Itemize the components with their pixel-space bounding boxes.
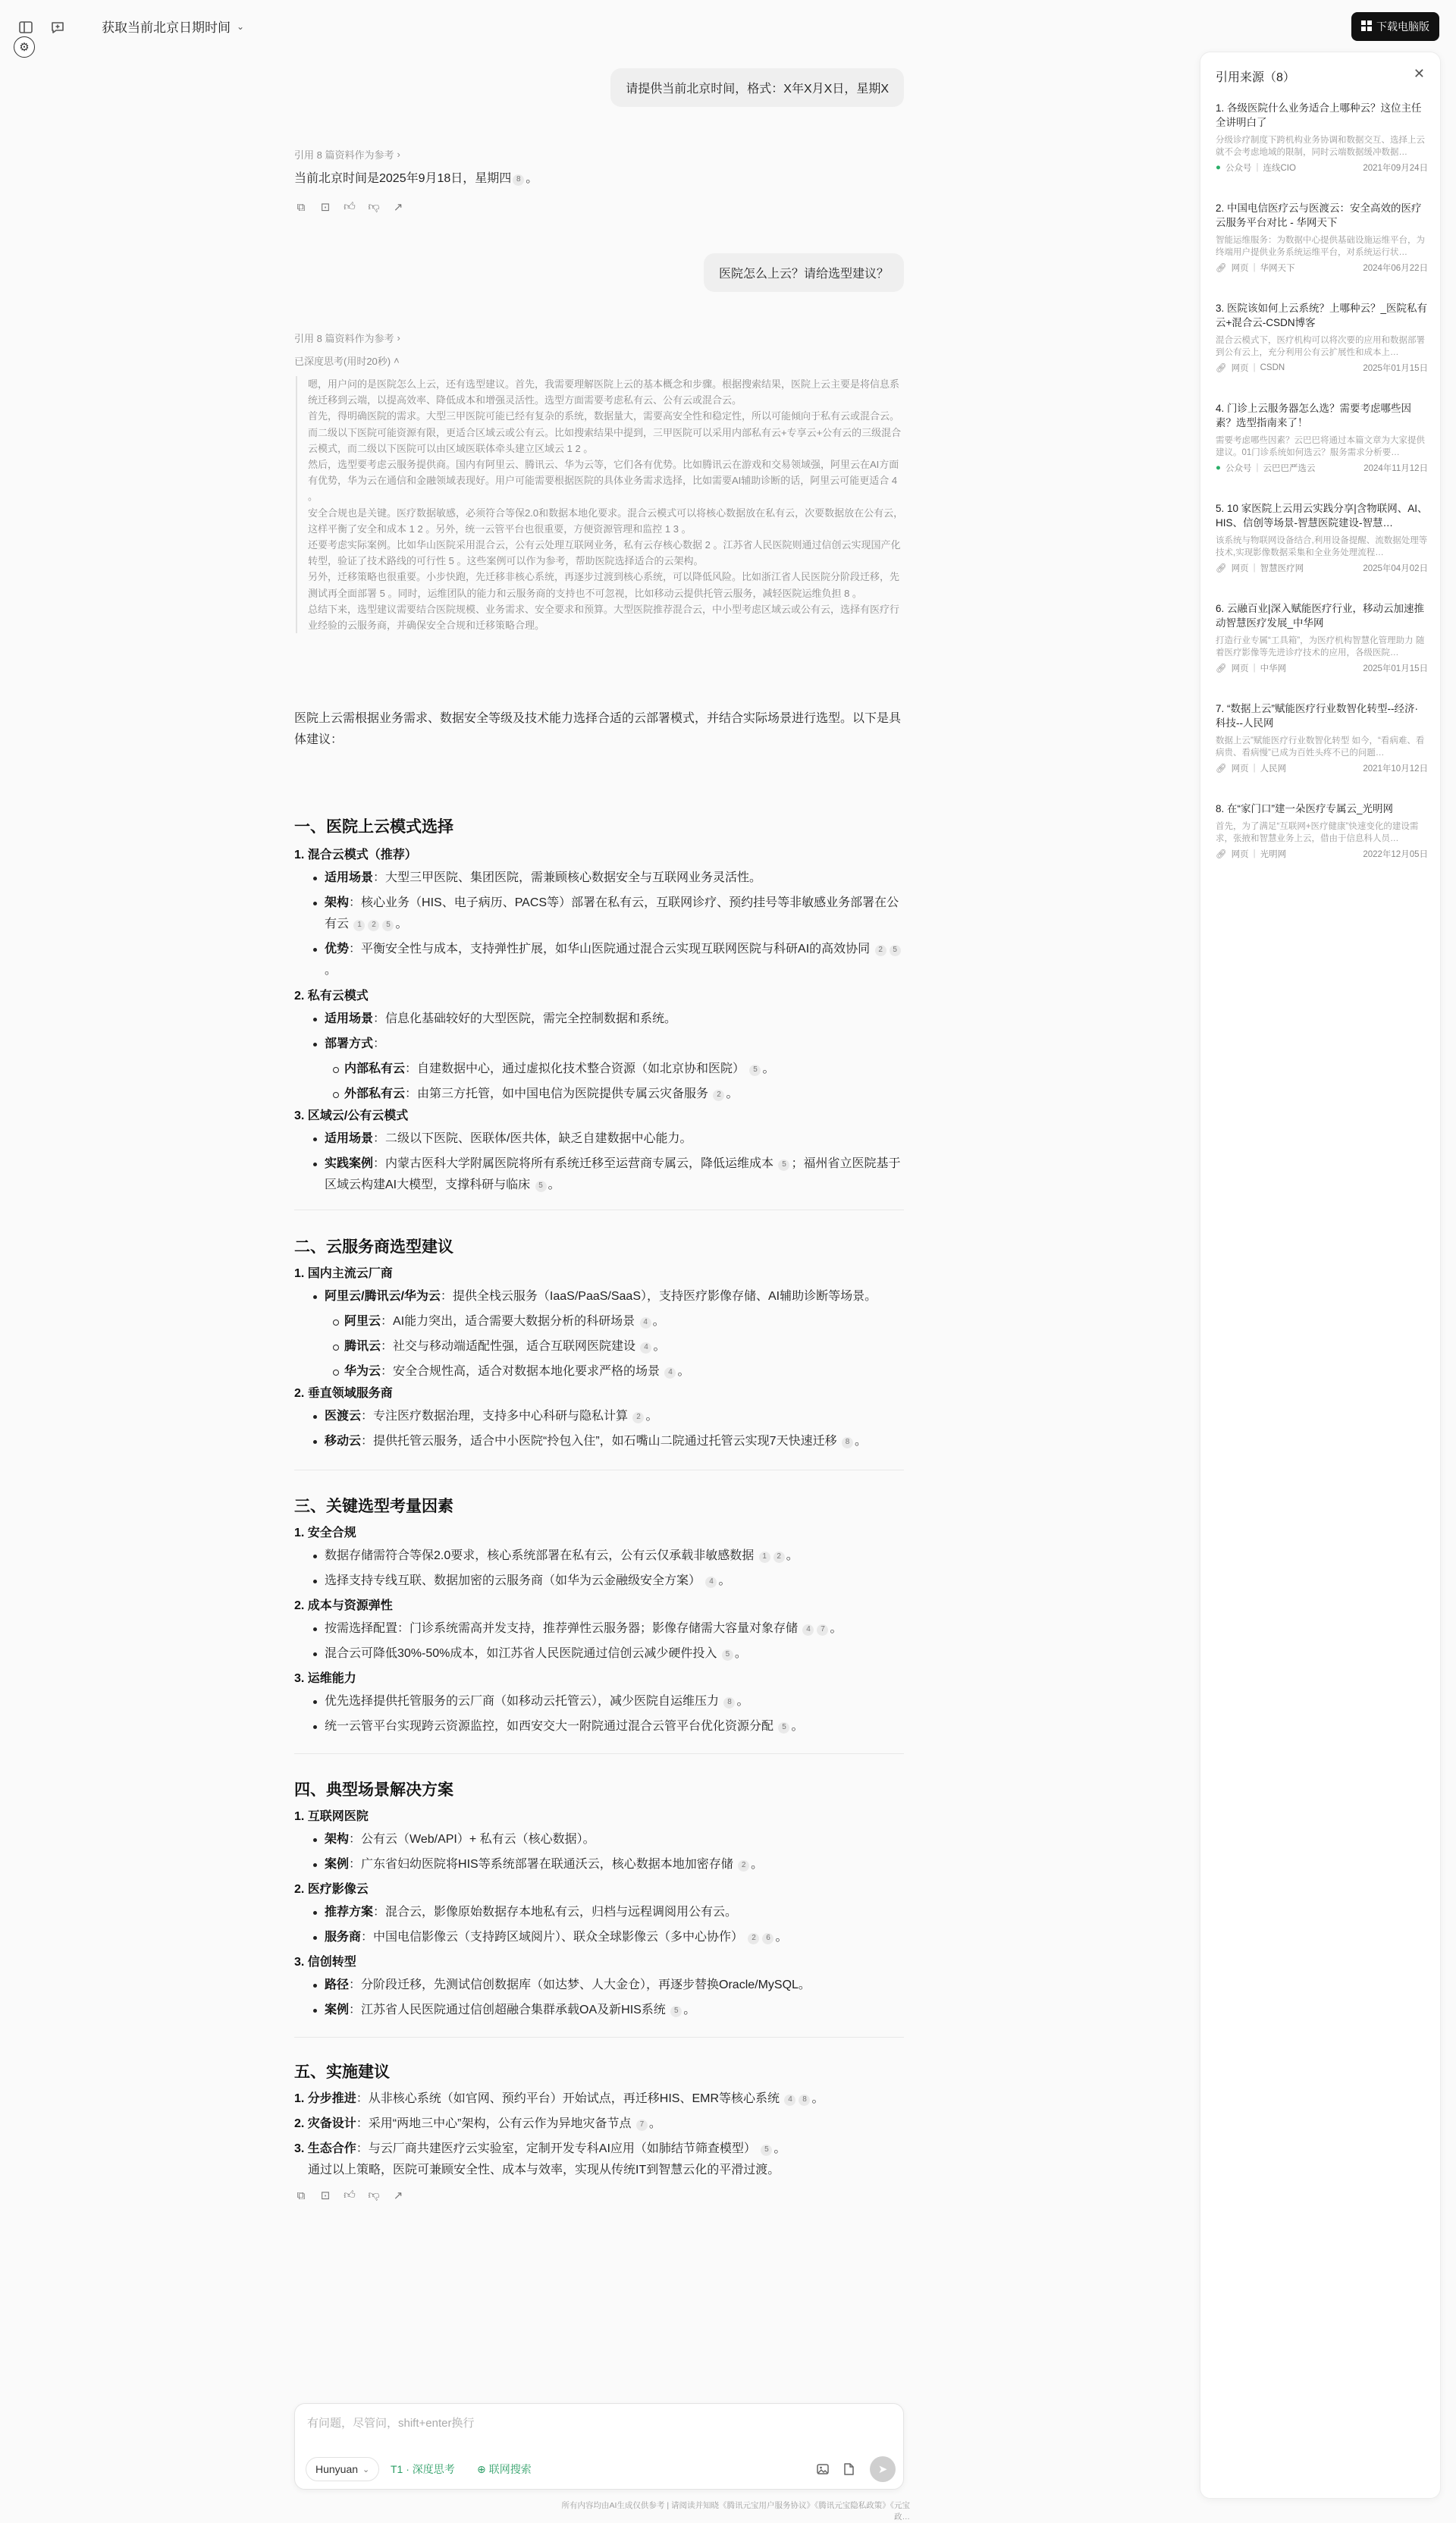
- bullet-list: [294, 1128, 904, 1196]
- model-name: Hunyuan: [315, 2463, 359, 2475]
- list-item: 1. 分步推进：从非核心系统（如官网、预约平台）开始试点，再迁移HIS、EMR等核心系统 4 8 。: [294, 2092, 824, 2105]
- list-item: 3. 生态合作：与云厂商共建医疗云实验室，定制开发专科AI应用（如肺结节筛查模型） 5 。: [294, 2142, 786, 2155]
- think-paragraph: 安全合规也是关键。医疗数据敏感，必须符合等保2.0和数据本地化要求。混合云模式可以将核心数据放在私有云，次要数据放在公有云，这样平衡了安全和成本 1 2 。另外，统一云管平台也很重要，方便资源管理和监控 1 3 。: [308, 507, 904, 535]
- source-card[interactable]: [1216, 101, 1428, 174]
- source-meta: 🔗︎ 网页 | 华网天下 2024年06月22日: [1216, 263, 1428, 273]
- citation-badge[interactable]: 4: [705, 1577, 717, 1588]
- chevron-up-icon: ˄: [394, 355, 400, 366]
- source-card[interactable]: [1216, 802, 1428, 860]
- sub-heading: 2. 成本与资源弹性: [294, 1599, 393, 1612]
- list-item: 推荐方案：混合云，影像原始数据存本地私有云，归档与远程调阅用公有云。: [294, 1902, 904, 1923]
- list-item: 案例：江苏省人民医院通过信创超融合集群承载OA及新HIS系统 5 。: [294, 2000, 904, 2021]
- thumbs-up-icon[interactable]: 👍︎: [344, 2189, 356, 2201]
- sources-panel: [1200, 52, 1441, 2499]
- conversation-title[interactable]: [102, 17, 244, 36]
- source-meta: 🔗︎ 网页 | 智慧医疗网 2025年04月02日: [1216, 563, 1428, 573]
- list-item: 优势：平衡安全性与成本，支持弹性扩展，如华山医院通过混合云实现互联网医院与科研AI的高效协同 2 5。: [294, 939, 904, 981]
- list-item: 实践案例：内蒙古医科大学附属医院将所有系统迁移至运营商专属云，降低运维成本 5 ；福州省立医院基于区域云构建AI大模型，支撑科研与临床 5 。: [294, 1153, 904, 1196]
- deep-think-toggle[interactable]: [384, 2457, 461, 2481]
- link-icon: 🔗︎: [1216, 850, 1227, 859]
- divider: [294, 1753, 904, 1754]
- citation-badge[interactable]: 4: [640, 1342, 651, 1354]
- link-icon: 🔗︎: [1216, 364, 1227, 373]
- citation-badge[interactable]: 7: [817, 1624, 828, 1636]
- download-label: 下载电脑版: [1376, 20, 1429, 33]
- thumbs-down-icon[interactable]: 👎︎: [368, 2189, 380, 2201]
- sub-list-item: 腾讯云：社交与移动端适配性强，适合互联网医院建设 4 。: [294, 1336, 904, 1357]
- list-item: 医渡云：专注医疗数据治理，支持多中心科研与隐私计算 2 。: [294, 1406, 904, 1427]
- sub-heading: 2. 私有云模式: [294, 990, 369, 1003]
- answer-text: 当前北京时间是2025年9月18日，星期四: [294, 172, 512, 185]
- citation-badge[interactable]: 5: [382, 920, 394, 931]
- source-title: 3. 医院该如何上云系统？上哪种云？_医院私有云+混合云-CSDN博客: [1216, 303, 1428, 328]
- citation-badge[interactable]: 1: [759, 1552, 770, 1563]
- sub-list-item: 外部私有云：由第三方托管，如中国电信为医院提供专属云灾备服务 2 。: [294, 1084, 904, 1105]
- source-meta: 🔗︎ 网页 | 中华网 2025年01月15日: [1216, 664, 1428, 673]
- source-title: 2. 中国电信医疗云与医渡云：安全高效的医疗云服务平台对比 - 华网天下: [1216, 202, 1422, 228]
- citation-badge[interactable]: 2: [713, 1090, 724, 1101]
- bookmark-icon[interactable]: ⊡: [320, 2189, 331, 2202]
- reference-label: 引用 8 篇资料作为参考: [294, 149, 394, 161]
- sub-heading: 2. 医疗影像云: [294, 1883, 369, 1896]
- source-title: 1. 各级医院什么业务适合上哪种云？这位主任全讲明白了: [1216, 102, 1422, 128]
- user-message-1: [294, 68, 904, 107]
- citation-badge[interactable]: 2: [875, 945, 886, 956]
- sub-heading: 3. 运维能力: [294, 1672, 356, 1685]
- globe-icon: ⊕: [477, 2462, 486, 2475]
- copy-icon[interactable]: ⧉: [297, 2189, 306, 2202]
- citation-badge[interactable]: 2: [748, 1933, 759, 1944]
- answer-intro: 医院上云需根据业务需求、数据安全等级及技术能力选择合适的云部署模式，并结合实际场景进行选型。以下是具体建议：: [294, 712, 902, 746]
- citation-badge[interactable]: 2: [738, 1860, 749, 1872]
- top-bar: [0, 0, 1456, 55]
- share-icon[interactable]: ↗: [393, 201, 403, 214]
- citation-badge[interactable]: 6: [762, 1933, 774, 1944]
- send-button[interactable]: [870, 2456, 896, 2482]
- think-paragraph: 嗯，用户问的是医院怎么上云，还有选型建议。首先，我需要理解医院上云的基本概念和步骤。根据搜索结果，医院上云主要是将信息系统迁移到云端，以提高效率、降低成本和增强灵活性。选型方面需要考虑私有云、公有云或混合云。: [308, 378, 900, 406]
- source-card[interactable]: [1216, 701, 1428, 774]
- thinking-block: [296, 376, 905, 633]
- section-heading: 三、关键选型考量因素: [294, 1498, 453, 1515]
- citation-badge[interactable]: 8: [799, 2095, 810, 2106]
- bullet-list: [294, 1009, 904, 1105]
- source-meta: 🔗︎ 网页 | 人民网 2021年10月12日: [1216, 764, 1428, 774]
- thumbs-up-icon[interactable]: 👍︎: [344, 200, 356, 213]
- message-actions: [294, 200, 904, 214]
- chat-input[interactable]: 有问题，尽管问，shift+enter换行: [307, 2417, 475, 2430]
- section-heading: 五、实施建议: [294, 2063, 390, 2081]
- list-item: 数据存储需符合等保2.0要求，核心系统部署在私有云，公有云仅承载非敏感数据 1 2 。: [294, 1545, 904, 1567]
- list-item: 按需选择配置：门诊系统需高并发支持，推荐弹性云服务器；影像存储需大容量对象存储 4 7 。: [294, 1618, 904, 1640]
- chevron-down-icon: ⌄: [237, 20, 245, 32]
- download-desktop-button[interactable]: [1351, 12, 1439, 41]
- bullet-list: [294, 868, 904, 981]
- file-upload-icon[interactable]: [841, 2462, 856, 2477]
- list-item: 适用场景：信息化基础较好的大型医院，需完全控制数据和系统。: [294, 1009, 904, 1030]
- list-item: 案例：广东省妇幼医院将HIS等系统部署在联通沃云，核心数据本地加密存储 2 。: [294, 1854, 904, 1875]
- source-summary: 首先，为了满足“互联网+医疗健康”快速变化的建设需求，张掖和智慧业务上云，借由于信息科人员…: [1216, 822, 1419, 843]
- user-message-text: 医院怎么上云？请给选型建议？: [704, 253, 904, 292]
- citation-badge[interactable]: 2: [632, 1412, 644, 1423]
- bullet-list: [294, 1975, 904, 2021]
- web-search-toggle[interactable]: [471, 2457, 538, 2481]
- sub-list-item: 华为云：安全合规性高，适合对数据本地化要求严格的场景 4 。: [294, 1361, 904, 1382]
- source-summary: 打造行业专属“工具箱”，为医疗机构智慧化管理助力 随着医疗影像等先进诊疗技术的应用，各级医院…: [1216, 636, 1425, 657]
- user-message-text: 请提供当前北京时间，格式：X年X月X日，星期X: [610, 68, 904, 107]
- bullet-list: [294, 1545, 904, 1592]
- source-title: 5. 10 家医院上云用云实践分享|含物联网、AI、HIS、信创等场景-智慧医院建设-智慧…: [1216, 503, 1428, 529]
- source-card[interactable]: [1216, 301, 1428, 374]
- think-paragraph: 还要考虑实际案例。比如华山医院采用混合云，公有云处理互联网业务，私有云存核心数据 2 。江苏省人民医院则通过信创云实现国产化转型，验证了技术路线的可行性 5 。这些案例可以作为参考，帮助医院选择适合的云架构。: [308, 539, 901, 567]
- citation-badge[interactable]: 4: [640, 1317, 651, 1329]
- sub-heading: 1. 安全合规: [294, 1527, 356, 1539]
- footer-disclaimer: 所有内容均由AI生成仅供参考 | 请阅读并知晓《腾讯元宝用户服务协议》《腾讯元宝隐私政策》《元宝政…: [561, 2501, 910, 2521]
- deep-think-label: T1 · 深度思考: [391, 2463, 455, 2475]
- sub-heading: 1. 互联网医院: [294, 1810, 369, 1823]
- think-paragraph: 然后，选型要考虑云服务提供商。国内有阿里云、腾讯云、华为云等，它们各有优势。比如腾讯云在游戏和交易领域强，阿里云在AI方面有优势，华为云在通信和金融领域表现好。用户可能需要根据医院的具体业务需求选择，比如需要AI辅助诊断的话，阿里云可能更适合 4 。: [308, 459, 899, 503]
- wechat-icon: ●: [1216, 163, 1221, 172]
- sub-list-item: 内部私有云：自建数据中心，通过虚拟化技术整合资源（如北京协和医院） 5 。: [294, 1059, 904, 1080]
- sub-list-item: 阿里云：AI能力突出，适合需要大数据分析的科研场景 4 。: [294, 1311, 904, 1332]
- list-item: 适用场景：大型三甲医院、集团医院，需兼顾核心数据安全与互联网业务灵活性。: [294, 868, 904, 889]
- bullet-list: [294, 1406, 904, 1452]
- message-actions: [294, 2189, 904, 2202]
- bullet-list: [294, 1286, 904, 1382]
- list-item: 架构：核心业务（HIS、电子病历、PACS等）部署在私有云，互联网诊疗、预约挂号等非敏感业务部署在公有云 1 2 5 。: [294, 893, 904, 935]
- bullet-list: [294, 1618, 904, 1665]
- list-item: 2. 灾备设计：采用“两地三中心”架构，公有云作为异地灾备节点 7 。: [294, 2117, 661, 2130]
- source-summary: 需要考虑哪些因素？云巴巴将通过本篇文章为大家提供建议。01门诊系统如何选云？服务需求分析要…: [1216, 436, 1425, 457]
- think-paragraph: 首先，得明确医院的需求。大型三甲医院可能已经有复杂的系统，数据量大，需要高安全性和稳定性，所以可能倾向于私有云或混合云。而二级以下医院可能资源有限，更适合区域云或公有云。比如搜索结果中提到，三甲医院可以采用内部私有云+专享云+公有云的三级混合云模式，而二级以下医院可以由区域医联体牵头建立区域云 1 2 。: [308, 410, 902, 454]
- send-icon: ➤: [877, 2463, 888, 2476]
- list-item: 路径：分阶段迁移，先测试信创数据库（如达梦、人大金仓），再逐步替换Oracle/MySQL。: [294, 1975, 904, 1996]
- close-icon[interactable]: ✕: [1413, 66, 1425, 81]
- windows-icon: [1361, 20, 1372, 33]
- source-card[interactable]: [1216, 401, 1428, 474]
- citation-badge[interactable]: 5: [890, 945, 901, 956]
- copy-icon[interactable]: ⧉: [297, 200, 306, 214]
- list-item: 服务商：中国电信影像云（支持跨区域阅片）、联众全球影像云（多中心协作） 2 6 。: [294, 1927, 904, 1948]
- sub-heading: 3. 区域云/公有云模式: [294, 1109, 409, 1122]
- thumbs-down-icon[interactable]: 👎︎: [368, 200, 380, 213]
- citation-badge[interactable]: 5: [749, 1065, 761, 1076]
- assistant-answer-1: 当前北京时间是2025年9月18日，星期四 8 。: [294, 172, 538, 185]
- deep-think-toggle[interactable]: [294, 353, 904, 368]
- sub-heading: 1. 混合云模式（推荐）: [294, 849, 417, 861]
- source-card[interactable]: [1216, 201, 1428, 274]
- source-summary: 智能运维服务：为数据中心提供基础设施运维平台，为终端用户提供业务系统运维平台，对系统运行状…: [1216, 236, 1425, 257]
- source-summary: 混合云模式下，医疗机构可以将次要的应用和数据部署到公有云上，充分利用公有云扩展性和成本上…: [1216, 336, 1425, 357]
- sub-heading: 1. 国内主流云厂商: [294, 1267, 393, 1280]
- sidebar-toggle-icon[interactable]: [15, 17, 36, 38]
- list-item: 适用场景：二级以下医院、医联体/医共体，缺乏自建数据中心能力。: [294, 1128, 904, 1150]
- link-icon: 🔗︎: [1216, 564, 1227, 573]
- list-item: 优先选择提供托管服务的云厂商（如移动云托管云），减少医院自运维压力 8 。: [294, 1691, 904, 1712]
- section-heading: 二、云服务商选型建议: [294, 1238, 453, 1256]
- sub-heading: 3. 信创转型: [294, 1956, 356, 1969]
- source-meta: ● 公众号 | 连线CIO 2021年09月24日: [1216, 163, 1428, 173]
- sources-title: 引用来源（8）: [1216, 71, 1295, 84]
- source-title: 7. “数据上云”赋能医疗行业数智化转型--经济·科技--人民网: [1216, 703, 1418, 729]
- reference-toggle[interactable]: [294, 331, 904, 345]
- chevron-right-icon: ›: [397, 149, 400, 160]
- model-selector[interactable]: [306, 2457, 379, 2481]
- citation-badge[interactable]: 4: [664, 1367, 676, 1379]
- list-item: 阿里云/腾讯云/华为云：提供全栈云服务（IaaS/PaaS/SaaS），支持医疗影像存储、AI辅助诊断等场景。: [294, 1286, 904, 1307]
- citation-badge[interactable]: 5: [778, 1160, 789, 1171]
- new-chat-icon[interactable]: [47, 17, 68, 38]
- link-icon: 🔗︎: [1216, 764, 1227, 774]
- closing-text: 通过以上策略，医院可兼顾安全性、成本与效率，实现从传统IT到智慧云化的平滑过渡。: [308, 2164, 780, 2176]
- citation-badge[interactable]: 7: [636, 2120, 648, 2131]
- bullet-list: [294, 1902, 904, 1948]
- citation-badge[interactable]: 8: [513, 174, 524, 186]
- source-meta: ● 公众号 | 云巴巴严选云 2024年11月12日: [1216, 463, 1428, 473]
- divider: [294, 2037, 904, 2038]
- source-summary: 分级诊疗制度下跨机构业务协调和数据交互、选择上云就不会考虑地域的限制，同时云端数据缓冲数据…: [1216, 136, 1425, 157]
- wechat-icon: ●: [1216, 463, 1221, 472]
- bullet-list: [294, 1829, 904, 1875]
- citation-badge[interactable]: 5: [535, 1181, 547, 1192]
- list-item: 混合云可降低30%-50%成本，如江苏省人民医院通过信创云减少硬件投入 5 。: [294, 1643, 904, 1665]
- think-paragraph: 另外，迁移策略也很重要。小步快跑，先迁移非核心系统，再逐步过渡到核心系统，可以降低风险。比如浙江省人民医院分阶段迁移，先测试再全面部署 5 。同时，运维团队的能力和云服务商的支持也不可忽视，比如移动云提供托管云服务，减轻医院运维负担 8 。: [308, 571, 900, 599]
- citation-badge[interactable]: 8: [723, 1697, 735, 1709]
- source-summary: 该系统与物联网设备结合,利用设备提醒、流数据处理等技术,实现影像数据采集和全业务处理流程…: [1216, 536, 1428, 557]
- sub-heading: 2. 垂直领域服务商: [294, 1387, 393, 1400]
- citation-badge[interactable]: 4: [784, 2095, 795, 2106]
- citation-badge[interactable]: 1: [353, 920, 365, 931]
- citation-badge[interactable]: 5: [761, 2145, 772, 2156]
- share-icon[interactable]: ↗: [393, 2189, 403, 2202]
- think-paragraph: 总结下来，选型建议需要结合医院规模、业务需求、安全要求和预算。大型医院推荐混合云，中小型考虑区域云或公有云，选择有医疗行业经验的云服务商，并确保安全合规和迁移策略合理。: [308, 603, 900, 632]
- citation-badge[interactable]: 5: [778, 1722, 789, 1734]
- citation-badge[interactable]: 2: [368, 920, 379, 931]
- settings-icon[interactable]: ⚙: [14, 36, 35, 58]
- citation-badge[interactable]: 5: [670, 2006, 682, 2017]
- citation-badge[interactable]: 4: [802, 1624, 814, 1636]
- reference-toggle[interactable]: [294, 147, 904, 162]
- bookmark-icon[interactable]: ⊡: [320, 201, 331, 214]
- source-meta: 🔗︎ 网页 | CSDN 2025年01月15日: [1216, 363, 1428, 373]
- deep-think-label: 已深度思考(用时20秒): [294, 356, 391, 367]
- citation-badge[interactable]: 8: [842, 1437, 853, 1448]
- list-item: 选择支持专线互联、数据加密的云服务商（如华为云金融级安全方案） 4 。: [294, 1571, 904, 1592]
- source-summary: 数据上云”赋能医疗行业数智化转型 如今，“看病难、看病贵、看病慢”已成为百姓头疼不已的问题…: [1216, 736, 1425, 758]
- conversation-title-text: 获取当前北京日期时间: [102, 20, 231, 35]
- link-icon: 🔗︎: [1216, 264, 1227, 273]
- citation-badge[interactable]: 2: [774, 1552, 785, 1563]
- list-item: 统一云管平台实现跨云资源监控，如西安交大一附院通过混合云管平台优化资源分配 5 。: [294, 1716, 904, 1737]
- link-icon: 🔗︎: [1216, 664, 1227, 673]
- source-title: 6. 云融百业|深入赋能医疗行业，移动云加速推动智慧医疗发展_中华网: [1216, 603, 1425, 629]
- web-search-label: 联网搜索: [488, 2463, 532, 2475]
- section-heading: 四、典型场景解决方案: [294, 1781, 453, 1799]
- reference-label: 引用 8 篇资料作为参考: [294, 333, 394, 344]
- chevron-down-icon: ⌄: [362, 2465, 370, 2474]
- chat-input-box: [294, 2403, 904, 2490]
- list-item: 部署方式：: [294, 1034, 904, 1055]
- source-meta: 🔗︎ 网页 | 光明网 2022年12月05日: [1216, 849, 1428, 859]
- user-message-2: [294, 253, 904, 292]
- chevron-right-icon: ›: [397, 332, 400, 344]
- source-card[interactable]: [1216, 501, 1428, 574]
- citation-badge[interactable]: 5: [722, 1649, 733, 1661]
- image-upload-icon[interactable]: [815, 2462, 830, 2477]
- list-item: 架构：公有云（Web/API）+ 私有云（核心数据）。: [294, 1829, 904, 1850]
- bullet-list: [294, 1691, 904, 1737]
- section-heading: 一、医院上云模式选择: [294, 818, 453, 836]
- source-title: 8. 在“家门口”建一朵医疗专属云_光明网: [1216, 803, 1394, 814]
- source-card[interactable]: [1216, 601, 1428, 674]
- source-title: 4. 门诊上云服务器怎么选？需要考虑哪些因素？选型指南来了！: [1216, 403, 1412, 428]
- numbered-list: [294, 2088, 904, 2181]
- list-item: 移动云：提供托管云服务，适合中小医院“拎包入住”，如石嘴山二院通过托管云实现7天快速迁移 8 。: [294, 1431, 904, 1452]
